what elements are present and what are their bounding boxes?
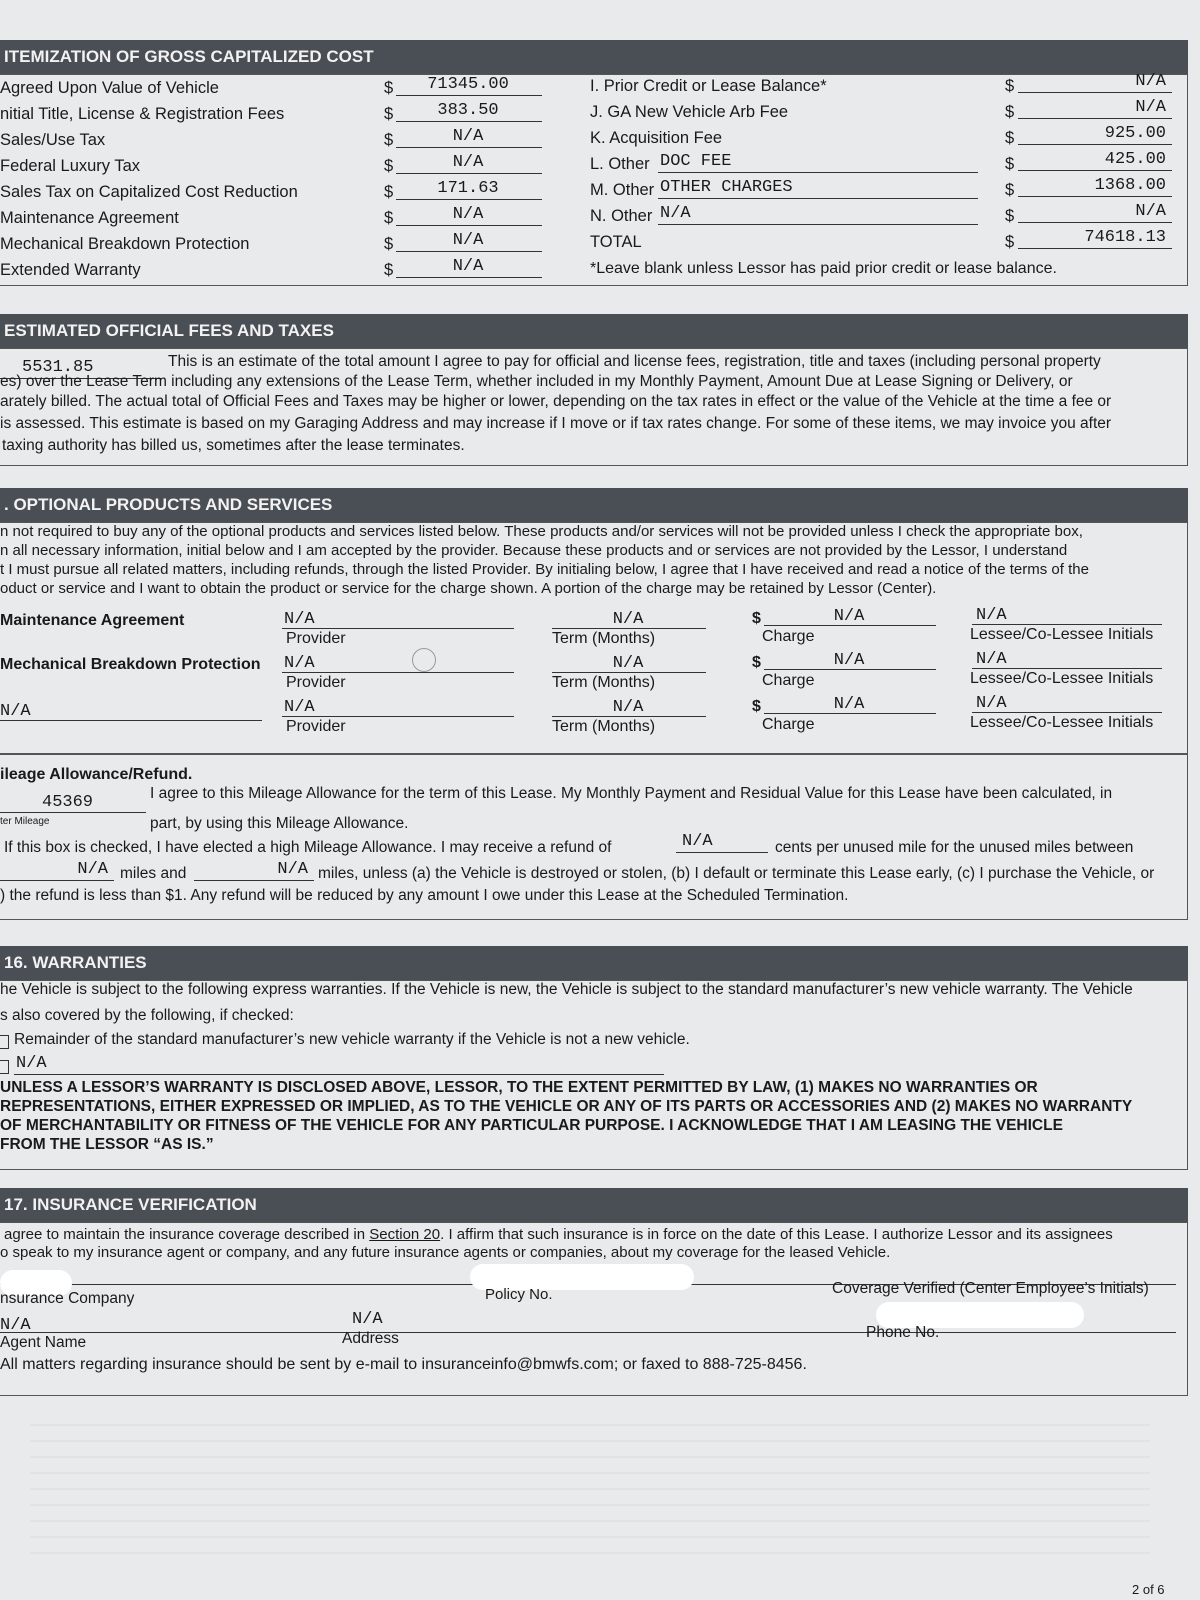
currency-symbol: $	[384, 235, 394, 253]
currency-symbol: $	[1005, 129, 1015, 147]
official-fees-line-2: es) over the Lease Term including any extensions of the Lease Term, whether included in my Monthly Payment, Amount Due at Lease Signing or Delivery, or	[0, 373, 1073, 390]
mileage-line-3b: cents per unused mile for the unused miles between	[775, 839, 1134, 856]
optional-product-name: N/A	[0, 702, 31, 721]
optional-product-name: Maintenance Agreement	[0, 612, 185, 629]
currency-symbol: $	[384, 79, 394, 97]
currency-symbol: $	[384, 157, 394, 175]
term-caption: Term (Months)	[552, 674, 656, 691]
value-underline	[396, 173, 542, 174]
term-underline	[552, 716, 706, 717]
currency-symbol: $	[1005, 207, 1015, 225]
warranties-header: 16. WARRANTIES	[0, 946, 1188, 980]
currency-symbol: $	[1005, 77, 1015, 95]
insurance-policy-caption: Policy No.	[485, 1286, 553, 1303]
gross-cap-right-label: J. GA New Vehicle Arb Fee	[590, 103, 789, 121]
currency-symbol: $	[384, 261, 394, 279]
gross-cap-right-label: K. Acquisition Fee	[590, 129, 723, 147]
optional-charge: N/A	[833, 695, 865, 714]
optional-header: . OPTIONAL PRODUCTS AND SERVICES	[0, 488, 1188, 522]
initials-caption: Lessee/Co-Lessee Initials	[970, 714, 1154, 731]
optional-provider: N/A	[284, 654, 315, 673]
other-underline	[658, 198, 978, 199]
charge-caption: Charge	[762, 716, 815, 733]
mileage-allowance: 45369	[42, 793, 94, 812]
gross-cap-value: N/A	[452, 153, 484, 172]
currency-symbol: $	[1005, 155, 1015, 173]
value-underline	[1018, 222, 1172, 223]
value-underline	[1018, 170, 1172, 171]
mileage-to: N/A	[277, 860, 308, 879]
mileage-line-2: part, by using this Mileage Allowance.	[150, 815, 409, 832]
charge-underline	[764, 713, 936, 714]
currency-symbol: $	[1005, 103, 1015, 121]
value-underline	[396, 147, 542, 148]
official-fees-line-5: taxing authority has billed us, sometimes after the lease terminates.	[2, 437, 465, 454]
gross-cap-label: Sales/Use Tax	[0, 131, 106, 149]
name-underline	[0, 720, 262, 721]
other-description: DOC FEE	[660, 152, 732, 171]
official-fees-amount: 5531.85	[22, 358, 94, 377]
optional-term: N/A	[612, 698, 644, 717]
value-underline	[396, 277, 542, 278]
currency-symbol: $	[752, 610, 761, 627]
gross-cap-right-label: L. Other	[590, 155, 650, 173]
value-underline	[1018, 248, 1172, 249]
value-underline	[396, 95, 542, 96]
official-fees-line-4: is assessed. This estimate is based on my Garaging Address and may increase if I move or if tax rates change. For some of these items, we may invoice you after	[0, 415, 1112, 432]
optional-charge: N/A	[833, 607, 865, 626]
gross-cap-label: Sales Tax on Capitalized Cost Reduction	[0, 183, 298, 201]
insurance-company-caption: nsurance Company	[0, 1290, 135, 1307]
optional-line-2: n all necessary information, initial below and I am accepted by the provider. Because these products and or services are not provided by the Lessor, I understand	[0, 542, 1068, 559]
gross-cap-header: ITEMIZATION OF GROSS CAPITALIZED COST	[0, 40, 1188, 74]
official-fees-line-3: arately billed. The actual total of Official Fees and Taxes may be higher or lower, depending on the tax rates in effect or the value of the Vehicle at the time a fee or	[0, 393, 1112, 410]
mileage-line-4a: miles and	[120, 865, 187, 882]
term-caption: Term (Months)	[552, 630, 656, 647]
optional-provider: N/A	[284, 610, 315, 629]
currency-symbol: $	[1005, 181, 1015, 199]
optional-term: N/A	[612, 654, 644, 673]
currency-symbol: $	[1005, 233, 1015, 251]
mileage-line-4b: miles, unless (a) the Vehicle is destroyed or stolen, (b) I default or terminate this Lease early, (c) I purchase the Vehicle, or	[318, 865, 1155, 882]
value-underline	[396, 225, 542, 226]
warranty-checkbox-1[interactable]	[0, 1035, 9, 1049]
insurance-section-link[interactable]: Section 20	[369, 1226, 441, 1243]
warranty-check-1-label: Remainder of the standard manufacturer’s new vehicle warranty if the Vehicle is not a new vehicle.	[14, 1031, 690, 1048]
optional-initials[interactable]: N/A	[976, 606, 1007, 625]
insurance-address: N/A	[352, 1310, 383, 1329]
term-caption: Term (Months)	[552, 718, 656, 735]
currency-symbol: $	[384, 105, 394, 123]
initials-caption: Lessee/Co-Lessee Initials	[970, 626, 1154, 643]
provider-caption: Provider	[286, 718, 346, 735]
provider-caption: Provider	[286, 630, 346, 647]
optional-product-name: Mechanical Breakdown Protection	[0, 656, 261, 673]
page-number: 2 of 6	[1132, 1582, 1165, 1597]
charge-underline	[764, 625, 936, 626]
mileage-refund-line	[676, 852, 768, 853]
value-underline	[1018, 118, 1172, 119]
warranties-disclaimer-2: REPRESENTATIONS, EITHER EXPRESSED OR IMPLIED, AS TO THE VEHICLE OR ANY OF ITS PARTS OR ACCESSORIES AND (2) MAKES NO WARRANTY	[0, 1098, 1133, 1115]
currency-symbol: $	[384, 131, 394, 149]
gross-cap-right-label: TOTAL	[590, 233, 642, 251]
gross-cap-value: N/A	[452, 205, 484, 224]
gross-cap-label: Extended Warranty	[0, 261, 141, 279]
mileage-line-3a: If this box is checked, I have elected a high Mileage Allowance. I may receive a refund of	[4, 839, 612, 856]
charge-caption: Charge	[762, 628, 815, 645]
gross-cap-label: Agreed Upon Value of Vehicle	[0, 79, 219, 97]
provider-caption: Provider	[286, 674, 346, 691]
gross-cap-value: 171.63	[437, 179, 499, 198]
insurance-agent-caption: Agent Name	[0, 1334, 87, 1351]
insurance-header: 17. INSURANCE VERIFICATION	[0, 1188, 1188, 1222]
value-underline	[396, 251, 542, 252]
mileage-to-line	[194, 880, 314, 881]
gross-cap-right-label: M. Other	[590, 181, 655, 199]
gross-cap-label: Mechanical Breakdown Protection	[0, 235, 250, 253]
optional-line-3: t I must pursue all related matters, including refunds, through the listed Provider. By initialing below, I agree that I have received and read a notice of the terms of the	[0, 561, 1089, 578]
mileage-from: N/A	[77, 860, 108, 879]
currency-symbol: $	[752, 654, 761, 671]
other-underline	[658, 224, 978, 225]
gross-cap-label: Federal Luxury Tax	[0, 157, 141, 175]
insurance-row2-line	[0, 1332, 1176, 1333]
warranty-check-2-value: N/A	[16, 1054, 47, 1073]
gross-cap-right-value: 425.00	[1104, 150, 1166, 169]
insurance-agent-name: N/A	[0, 1316, 31, 1335]
initials-caption: Lessee/Co-Lessee Initials	[970, 670, 1154, 687]
currency-symbol: $	[384, 209, 394, 227]
insurance-address-caption: Address	[342, 1330, 399, 1347]
value-underline	[1018, 196, 1172, 197]
mileage-title: ileage Allowance/Refund.	[0, 766, 193, 783]
gross-cap-value: N/A	[452, 231, 484, 250]
charge-underline	[764, 669, 936, 670]
initials-underline	[972, 668, 1162, 669]
optional-line-4: oduct or service and I want to obtain the product or service for the charge shown. A portion of the charge may be retained by Lessor (Center).	[0, 580, 937, 597]
optional-provider: N/A	[284, 698, 315, 717]
warranties-line-1: he Vehicle is subject to the following express warranties. If the Vehicle is new, the Vehicle is subject to the standard manufacturer’s new vehicle warranty. The Vehicle	[0, 981, 1133, 998]
gross-cap-right-value: 925.00	[1104, 124, 1166, 143]
gross-cap-right-label: N. Other	[590, 207, 653, 225]
charge-caption: Charge	[762, 672, 815, 689]
initials-underline	[972, 712, 1162, 713]
gross-cap-value: N/A	[452, 257, 484, 276]
gross-cap-label: Maintenance Agreement	[0, 209, 179, 227]
radio-circle-icon[interactable]	[412, 648, 436, 672]
value-underline	[1018, 92, 1172, 93]
warranty-checkbox-2[interactable]	[0, 1060, 9, 1074]
other-description: N/A	[660, 204, 691, 223]
warranties-line-2: s also covered by the following, if checked:	[0, 1007, 294, 1024]
mileage-allowance-caption: ter Mileage	[0, 816, 50, 827]
warranties-disclaimer-3: OF MERCHANTABILITY OR FITNESS OF THE VEHICLE FOR ANY PARTICULAR PURPOSE. I ACKNOWLEDGE THAT I AM LEASING THE VEHICLE	[0, 1117, 1063, 1134]
official-fees-header: ESTIMATED OFFICIAL FEES AND TAXES	[0, 314, 1188, 348]
insurance-line-1a: agree to maintain the insurance coverage described in	[4, 1226, 366, 1243]
currency-symbol: $	[752, 698, 761, 715]
gross-cap-label: nitial Title, License & Registration Fees	[0, 105, 285, 123]
insurance-line-1	[4, 1226, 1113, 1244]
insurance-phone-caption: Phone No.	[866, 1324, 940, 1341]
mileage-allowance-line	[0, 812, 146, 813]
insurance-footer-note: All matters regarding insurance should be sent by e-mail to insuranceinfo@bmwfs.com; or faxed to 888-725-8456.	[0, 1356, 807, 1373]
initials-underline	[972, 624, 1162, 625]
value-underline	[396, 199, 542, 200]
provider-underline	[282, 716, 514, 717]
term-underline	[552, 672, 706, 673]
currency-symbol: $	[384, 183, 394, 201]
gross-cap-right-value: N/A	[1135, 72, 1166, 91]
warranty-check-2-line	[14, 1074, 664, 1075]
warranties-disclaimer-4: FROM THE LESSOR “AS IS.”	[0, 1136, 214, 1153]
bleed-through-area	[30, 1410, 1150, 1560]
gross-cap-footnote: *Leave blank unless Lessor has paid prior credit or lease balance.	[590, 260, 1057, 277]
gross-cap-right-value: 74618.13	[1084, 228, 1166, 247]
gross-cap-value: 383.50	[437, 101, 499, 120]
warranties-disclaimer-1: UNLESS A LESSOR’S WARRANTY IS DISCLOSED ABOVE, LESSOR, TO THE EXTENT PERMITTED BY LAW, (1) MAKES NO WARRANTIES OR	[0, 1079, 1038, 1096]
value-underline	[1018, 144, 1172, 145]
optional-charge: N/A	[833, 651, 865, 670]
gross-cap-right-label: I. Prior Credit or Lease Balance*	[590, 77, 827, 95]
optional-line-1: n not required to buy any of the optional products and services listed below. These products and/or services will not be provided unless I check the appropriate box,	[0, 523, 1083, 540]
optional-term: N/A	[612, 610, 644, 629]
gross-cap-value: 71345.00	[427, 75, 509, 94]
gross-cap-right-value: N/A	[1135, 202, 1166, 221]
provider-underline	[282, 628, 514, 629]
gross-cap-value: N/A	[452, 127, 484, 146]
official-fees-line-1: This is an estimate of the total amount I agree to pay for official and license fees, registration, title and taxes (including personal property	[168, 353, 1101, 370]
gross-cap-right-value: N/A	[1135, 98, 1166, 117]
optional-initials[interactable]: N/A	[976, 650, 1007, 669]
insurance-line-2: o speak to my insurance agent or company, and any future insurance agents or companies, about my coverage for the leased Vehicle.	[0, 1244, 891, 1261]
gross-cap-right-value: 1368.00	[1094, 176, 1166, 195]
insurance-line-1b: . I affirm that such insurance is in force on the date of this Lease. I authorize Lessor and its assignees	[440, 1226, 1113, 1243]
term-underline	[552, 628, 706, 629]
provider-underline	[282, 672, 514, 673]
optional-initials[interactable]: N/A	[976, 694, 1007, 713]
other-description: OTHER CHARGES	[660, 178, 793, 197]
mileage-line-1: I agree to this Mileage Allowance for the term of this Lease. My Monthly Payment and Residual Value for this Lease have been calculated, in	[150, 785, 1113, 802]
insurance-verified-caption: Coverage Verified (Center Employee’s Initials)	[832, 1280, 1149, 1297]
mileage-refund-cents: N/A	[682, 832, 713, 851]
mileage-line-5: ) the refund is less than $1. Any refund will be reduced by any amount I owe under this Lease at the Scheduled Termination.	[0, 887, 849, 904]
other-underline	[658, 172, 978, 173]
value-underline	[396, 121, 542, 122]
mileage-from-line	[0, 880, 114, 881]
